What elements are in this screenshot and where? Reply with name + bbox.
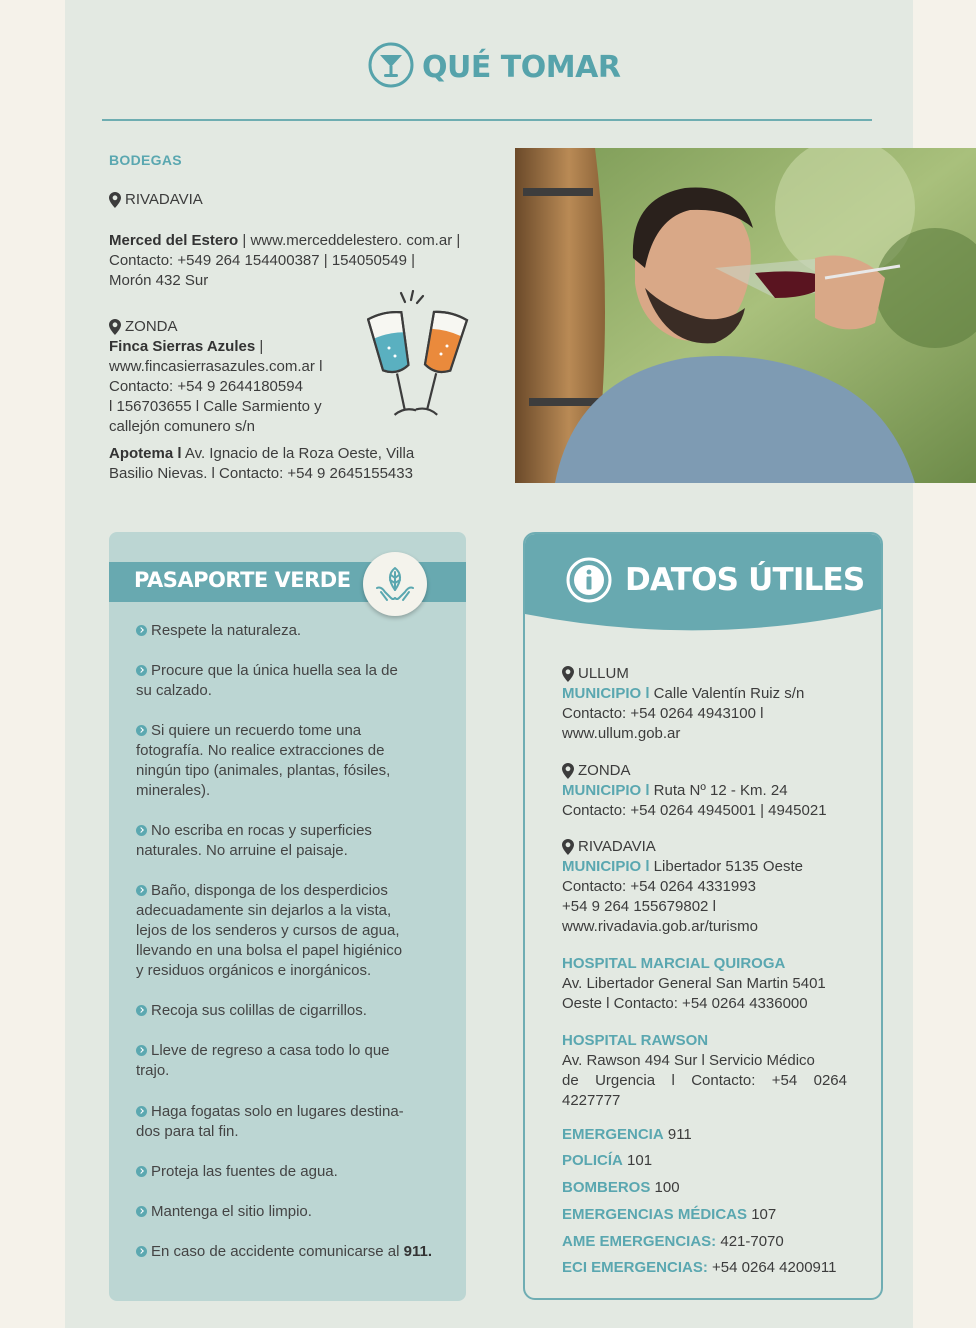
- pasaporte-item-text: Procure que la única huella sea la de: [151, 662, 398, 679]
- pasaporte-item-text: Recoja sus colillas de cigarrillos.: [151, 1002, 367, 1019]
- hospital-address: Av. Rawson 494 Sur l Servicio Médico: [562, 1052, 815, 1069]
- ullum-block: [562, 664, 847, 744]
- rivadavia-block: [562, 837, 847, 937]
- location-label: RIVADAVIA: [578, 838, 656, 855]
- municipio-label: MUNICIPIO l: [562, 782, 650, 799]
- pasaporte-item: [136, 821, 436, 861]
- bodega-contact: Contacto: +549 264 154400387 | 154050549 |: [109, 252, 415, 269]
- pasaporte-item-text: y residuos orgánicos e inorgánicos.: [136, 962, 372, 979]
- bodega-name: Finca Sierras Azules: [109, 338, 256, 355]
- chevron-bullet-icon: [136, 1106, 147, 1117]
- municipio-label: MUNICIPIO l: [562, 858, 650, 875]
- municipio-address: Ruta Nº 12 - Km. 24: [649, 782, 788, 799]
- location-label: ZONDA: [578, 762, 631, 779]
- separator: |: [255, 338, 264, 355]
- map-pin-icon: [109, 192, 121, 208]
- pasaporte-item-text: lejos de los senderos y cursos de agua,: [136, 922, 400, 939]
- municipio-label: MUNICIPIO l: [562, 685, 650, 702]
- hospital-contact: Oeste l Contacto: +54 0264 4336000: [562, 995, 808, 1012]
- pasaporte-item-text: naturales. No arruine el paisaje.: [136, 842, 348, 859]
- pasaporte-item: [136, 1001, 436, 1021]
- pasaporte-item: [136, 1102, 436, 1142]
- location-rivadavia: [562, 837, 847, 857]
- emergency-label: AME EMERGENCIAS:: [562, 1233, 717, 1250]
- chevron-bullet-icon: [136, 1045, 147, 1056]
- pasaporte-item-text: Haga fogatas solo en lugares destina-: [151, 1103, 404, 1120]
- bodega-name: Merced del Estero: [109, 232, 239, 249]
- pasaporte-verde-card: [109, 532, 466, 1301]
- emergency-number: 107: [747, 1206, 777, 1223]
- map-pin-icon: [562, 666, 574, 682]
- emergency-number: 100: [650, 1179, 680, 1196]
- hospital-address: Av. Libertador General San Martin 5401: [562, 975, 826, 992]
- chevron-bullet-icon: [136, 1206, 147, 1217]
- bodega-address: Morón 432 Sur: [109, 272, 209, 289]
- pasaporte-item-text: Proteja las fuentes de agua.: [151, 1163, 338, 1180]
- map-pin-icon: [562, 839, 574, 855]
- map-pin-icon: [562, 763, 574, 779]
- chevron-bullet-icon: [136, 725, 147, 736]
- hospital-rawson-block: [562, 1031, 847, 1111]
- emergency-row: [562, 1205, 776, 1225]
- emergency-row: [562, 1151, 652, 1171]
- pasaporte-item: [136, 1162, 436, 1182]
- pasaporte-item-text: fotografía. No realice extracciones de: [136, 742, 385, 759]
- location-rivadavia: [109, 190, 203, 210]
- pasaporte-item: [136, 1242, 436, 1262]
- chevron-bullet-icon: [136, 1246, 147, 1257]
- hospital-label: HOSPITAL RAWSON: [562, 1032, 709, 1049]
- bodega-finca: [109, 337, 359, 437]
- municipio-contact: Contacto: +54 0264 4331993: [562, 878, 756, 895]
- municipio-address: Libertador 5135 Oeste: [649, 858, 803, 875]
- chevron-bullet-icon: [136, 885, 147, 896]
- chevron-bullet-icon: [136, 825, 147, 836]
- pasaporte-item-text: Mantenga el sitio limpio.: [151, 1203, 312, 1220]
- pasaporte-item-text: ningún tipo (animales, plantas, fósiles,: [136, 762, 391, 779]
- chevron-bullet-icon: [136, 1005, 147, 1016]
- bodega-address: Av. Ignacio de la Roza Oeste, Villa: [181, 445, 415, 462]
- location-ullum: [562, 664, 847, 684]
- pasaporte-item: [136, 721, 436, 801]
- emergency-label: BOMBEROS: [562, 1179, 651, 1196]
- municipio-address: Calle Valentín Ruiz s/n: [649, 685, 805, 702]
- chevron-bullet-icon: [136, 625, 147, 636]
- hospital-label: HOSPITAL MARCIAL QUIROGA: [562, 955, 786, 972]
- bodega-apotema: [109, 444, 489, 484]
- zonda-block: [562, 761, 847, 821]
- location-zonda: [562, 761, 847, 781]
- pasaporte-item-text: Lleve de regreso a casa todo lo que: [151, 1042, 390, 1059]
- bodega-contact: Basilio Nievas. l Contacto: +54 9 2645155433: [109, 465, 413, 482]
- location-label: ULLUM: [578, 665, 629, 682]
- info-icon: [565, 556, 613, 604]
- emergency-label: EMERGENCIA: [562, 1126, 664, 1143]
- hospital-phone: 4227777: [562, 1092, 621, 1109]
- pasaporte-item: [136, 621, 436, 641]
- municipio-contact-2: +54 9 264 155679802 l: [562, 898, 716, 915]
- bodega-web: | www.merceddelestero. com.ar |: [238, 232, 461, 249]
- bodega-merced: [109, 231, 489, 291]
- pasaporte-item: [136, 881, 436, 981]
- hospital-quiroga-block: [562, 954, 847, 1014]
- pasaporte-item-text: Si quiere un recuerdo tome una: [151, 722, 362, 739]
- pasaporte-item-text: su calzado.: [136, 682, 212, 699]
- page-title: QUÉ TOMAR: [422, 49, 621, 85]
- pasaporte-item-text: En caso de accidente comunicarse al: [151, 1243, 404, 1260]
- emergency-row: [562, 1178, 680, 1198]
- emergency-row: [562, 1258, 836, 1278]
- toasting-glasses-icon: [367, 290, 477, 425]
- bodega-contact: Contacto: +54 9 2644180594: [109, 378, 303, 395]
- datos-title: DATOS ÚTILES: [625, 562, 865, 598]
- pasaporte-title: PASAPORTE VERDE: [134, 568, 351, 592]
- chevron-bullet-icon: [136, 1166, 147, 1177]
- hospital-contact: de Urgencia l Contacto: +54 0264: [562, 1072, 847, 1089]
- section-title: [368, 44, 620, 90]
- map-pin-icon: [109, 319, 121, 335]
- bodega-name: Apotema l: [109, 445, 182, 462]
- pasaporte-item: [136, 661, 436, 701]
- pasaporte-item-text: dos para tal fin.: [136, 1123, 239, 1140]
- emergency-label: ECI EMERGENCIAS:: [562, 1259, 708, 1276]
- chevron-bullet-icon: [136, 665, 147, 676]
- title-divider: [102, 119, 872, 121]
- emergency-number: 911: [663, 1126, 692, 1143]
- bodega-address: callejón comunero s/n: [109, 418, 255, 435]
- pasaporte-item-text: Respete la naturaleza.: [151, 622, 302, 639]
- cocktail-glass-icon: [368, 42, 414, 93]
- location-label: ZONDA: [125, 318, 178, 335]
- pasaporte-item-text: trajo.: [136, 1062, 170, 1079]
- municipio-contact: Contacto: +54 0264 4945001 | 4945021: [562, 802, 827, 819]
- pasaporte-item-text: llevando en una bolsa el papel higiénico: [136, 942, 403, 959]
- hands-leaf-icon: [363, 552, 427, 616]
- emergency-number: +54 0264 4200911: [707, 1259, 837, 1276]
- emergency-label: POLICÍA: [562, 1152, 623, 1169]
- bodega-web: www.fincasierrasazules.com.ar l: [109, 358, 323, 375]
- emergency-number: 911.: [403, 1243, 433, 1260]
- emergency-number: 101: [622, 1152, 653, 1169]
- municipio-web: www.ullum.gob.ar: [562, 725, 681, 742]
- bodega-contact-2: l 156703655 l Calle Sarmiento y: [109, 398, 322, 415]
- pasaporte-item-text: adecuadamente sin dejarlos a la vista,: [136, 902, 392, 919]
- municipio-contact: Contacto: +54 0264 4943100 l: [562, 705, 764, 722]
- pasaporte-item-text: No escriba en rocas y superficies: [151, 822, 372, 839]
- datos-utiles-card: [523, 532, 883, 1300]
- bodegas-heading: BODEGAS: [109, 152, 182, 168]
- pasaporte-item-text: minerales).: [136, 782, 211, 799]
- man-drinking-wine-photo: [515, 148, 976, 483]
- emergency-number: 421-7070: [716, 1233, 784, 1250]
- emergency-row: [562, 1232, 784, 1252]
- location-zonda: [109, 317, 178, 337]
- location-label: RIVADAVIA: [125, 191, 203, 208]
- pasaporte-item: [136, 1041, 436, 1081]
- pasaporte-item: [136, 1202, 436, 1222]
- emergency-label: EMERGENCIAS MÉDICAS: [562, 1206, 748, 1223]
- pasaporte-item-text: Baño, disponga de los desperdicios: [151, 882, 388, 899]
- municipio-web: www.rivadavia.gob.ar/turismo: [562, 918, 758, 935]
- emergency-row: [562, 1125, 692, 1145]
